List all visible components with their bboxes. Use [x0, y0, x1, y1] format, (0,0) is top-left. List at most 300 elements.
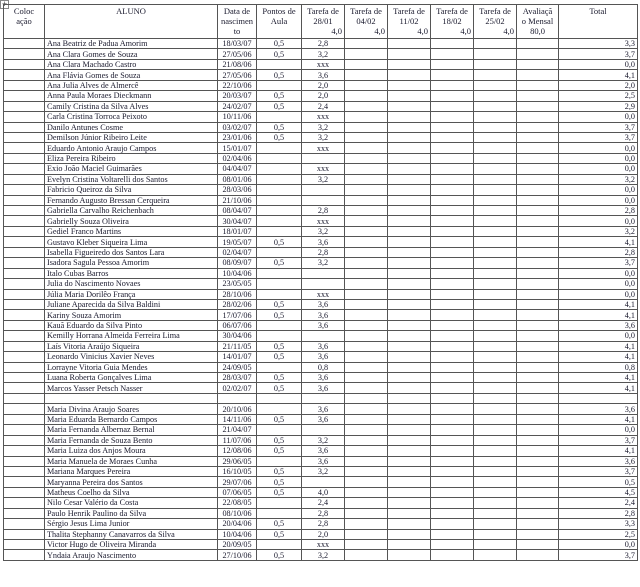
- tarefa-4-cell: [431, 529, 474, 539]
- table-row: [4, 132, 638, 142]
- tarefa-4-cell: [431, 435, 474, 445]
- tarefa-2-cell: [345, 373, 388, 383]
- tarefa-5-cell: [474, 112, 517, 122]
- tarefa-2-cell: [345, 341, 388, 351]
- colocacao-cell: [4, 268, 45, 278]
- total-cell: 2,8: [559, 206, 638, 216]
- tarefa-1-cell: 2,0: [302, 529, 345, 539]
- colocacao-cell: [4, 164, 45, 174]
- tarefa-2-cell: [345, 206, 388, 216]
- pontos-cell: [257, 226, 302, 236]
- tarefa-5-cell: [474, 216, 517, 226]
- tarefa-3-cell: [388, 237, 431, 247]
- birth-date-cell: 08/04/07: [218, 206, 257, 216]
- tarefa-2-cell: [345, 80, 388, 90]
- colocacao-cell: [4, 49, 45, 59]
- student-name-cell: Maryanna Pereira dos Santos: [45, 477, 218, 487]
- tarefa-4-cell: [431, 279, 474, 289]
- header-tarefa-1: Tarefa de 28/01 4,0: [302, 5, 345, 39]
- tarefa-3-cell: [388, 143, 431, 153]
- tarefa-1-cell: [302, 477, 345, 487]
- tarefa-4-cell: [431, 143, 474, 153]
- tarefa-4-cell: [431, 331, 474, 341]
- tarefa-3-cell: [388, 414, 431, 424]
- tarefa-2-cell: [345, 258, 388, 268]
- expand-icon[interactable]: +: [1, 0, 8, 8]
- pontos-cell: 0,5: [257, 49, 302, 59]
- tarefa-4-cell: [431, 247, 474, 257]
- table-row: [4, 80, 638, 90]
- tarefa-1-cell: 3,2: [302, 435, 345, 445]
- colocacao-cell: [4, 341, 45, 351]
- tarefa-2-cell: [345, 237, 388, 247]
- total-cell: 4,1: [559, 414, 638, 424]
- tarefa-2-cell: [345, 320, 388, 330]
- total-cell: 3,3: [559, 39, 638, 49]
- table-row: [4, 122, 638, 132]
- tarefa-1-cell: 3,6: [302, 237, 345, 247]
- tarefa-3-cell: [388, 195, 431, 205]
- total-cell: [559, 393, 638, 403]
- birth-date-cell: 08/09/07: [218, 258, 257, 268]
- colocacao-cell: [4, 206, 45, 216]
- student-name-cell: Julia do Nascimento Novaes: [45, 279, 218, 289]
- student-name-cell: Eduardo Antonio Araujo Campos: [45, 143, 218, 153]
- birth-date-cell: 27/05/06: [218, 70, 257, 80]
- tarefa-4-cell: [431, 101, 474, 111]
- birth-date-cell: 23/05/05: [218, 279, 257, 289]
- table-row: [4, 435, 638, 445]
- pontos-cell: [257, 195, 302, 205]
- student-name-cell: Júlia Maria Dorilêo França: [45, 289, 218, 299]
- tarefa-2-cell: [345, 362, 388, 372]
- pontos-cell: [257, 268, 302, 278]
- tarefa-3-cell: [388, 185, 431, 195]
- tarefa-3-cell: [388, 550, 431, 560]
- tarefa-5-cell: [474, 39, 517, 49]
- tarefa-2-cell: [345, 383, 388, 393]
- tarefa-4-cell: [431, 373, 474, 383]
- avaliacao-cell: [517, 373, 559, 383]
- table-row: [4, 39, 638, 49]
- total-cell: 0,5: [559, 477, 638, 487]
- tarefa-1-cell: 3,2: [302, 550, 345, 560]
- student-name-cell: Ana Flávia Gomes de Souza: [45, 70, 218, 80]
- total-cell: 3,7: [559, 435, 638, 445]
- tarefa-3-cell: [388, 498, 431, 508]
- student-name-cell: Kariny Souza Amorim: [45, 310, 218, 320]
- tarefa-2-cell: [345, 185, 388, 195]
- tarefa-2-cell: [345, 226, 388, 236]
- tarefa-1-cell: xxx: [302, 289, 345, 299]
- tarefa-1-cell: 3,2: [302, 49, 345, 59]
- avaliacao-cell: [517, 164, 559, 174]
- pontos-cell: [257, 393, 302, 403]
- birth-date-cell: 02/02/07: [218, 383, 257, 393]
- pontos-cell: [257, 216, 302, 226]
- avaliacao-cell: [517, 299, 559, 309]
- avaliacao-cell: [517, 550, 559, 560]
- tarefa-4-cell: [431, 383, 474, 393]
- tarefa-3-cell: [388, 487, 431, 497]
- birth-date-cell: 02/04/07: [218, 247, 257, 257]
- tarefa-1-cell: 2,8: [302, 206, 345, 216]
- tarefa-2-cell: [345, 279, 388, 289]
- total-cell: 4,1: [559, 373, 638, 383]
- student-name-cell: Maria Luiza dos Anjos Moura: [45, 446, 218, 456]
- student-name-cell: Lorrayne Vitoria Guia Mendes: [45, 362, 218, 372]
- birth-date-cell: 10/11/06: [218, 112, 257, 122]
- header-colocacao: Coloc ação: [4, 5, 45, 39]
- pontos-cell: [257, 112, 302, 122]
- colocacao-cell: [4, 529, 45, 539]
- table-row: [4, 393, 638, 403]
- tarefa-5-cell: [474, 132, 517, 142]
- table-row: [4, 331, 638, 341]
- table-row: [4, 185, 638, 195]
- total-cell: 0,0: [559, 185, 638, 195]
- pontos-cell: 0,5: [257, 435, 302, 445]
- student-name-cell: Ana Clara Gomes de Souza: [45, 49, 218, 59]
- tarefa-1-cell: 3,6: [302, 320, 345, 330]
- table-row: [4, 498, 638, 508]
- tarefa-2-cell: [345, 268, 388, 278]
- tarefa-2-cell: [345, 153, 388, 163]
- tarefa-3-cell: [388, 80, 431, 90]
- tarefa-3-cell: [388, 373, 431, 383]
- tarefa-5-cell: [474, 247, 517, 257]
- pontos-cell: [257, 279, 302, 289]
- birth-date-cell: 14/11/06: [218, 414, 257, 424]
- tarefa-5-cell: [474, 122, 517, 132]
- avaliacao-cell: [517, 498, 559, 508]
- tarefa-4-cell: [431, 352, 474, 362]
- student-name-cell: Ana Clara Machado Castro: [45, 59, 218, 69]
- total-cell: 3,7: [559, 466, 638, 476]
- table-row: [4, 174, 638, 184]
- student-name-cell: Laís Vitoria Araújo Siqueira: [45, 341, 218, 351]
- tarefa-5-cell: [474, 195, 517, 205]
- tarefa-2-cell: [345, 132, 388, 142]
- tarefa-3-cell: [388, 540, 431, 550]
- table-row: [4, 164, 638, 174]
- student-name-cell: Italo Cubas Barros: [45, 268, 218, 278]
- pontos-cell: 0,5: [257, 519, 302, 529]
- avaliacao-cell: [517, 477, 559, 487]
- total-cell: 3,3: [559, 519, 638, 529]
- tarefa-2-cell: [345, 70, 388, 80]
- tarefa-5-cell: [474, 540, 517, 550]
- tarefa-1-cell: xxx: [302, 112, 345, 122]
- header-avaliacao: Avaliaçã o Mensal 80,0: [517, 5, 559, 39]
- tarefa-4-cell: [431, 80, 474, 90]
- student-name-cell: Carla Cristina Torroca Peixoto: [45, 112, 218, 122]
- tarefa-2-cell: [345, 122, 388, 132]
- colocacao-cell: [4, 59, 45, 69]
- pontos-cell: [257, 331, 302, 341]
- pontos-cell: 0,5: [257, 477, 302, 487]
- tarefa-1-cell: 2,0: [302, 80, 345, 90]
- tarefa-3-cell: [388, 174, 431, 184]
- colocacao-cell: [4, 237, 45, 247]
- header-tarefa-5: Tarefa de 25/02 4,0: [474, 5, 517, 39]
- table-row: [4, 487, 638, 497]
- tarefa-3-cell: [388, 404, 431, 414]
- table-row: [4, 153, 638, 163]
- tarefa-4-cell: [431, 540, 474, 550]
- tarefa-1-cell: [302, 331, 345, 341]
- table-row: [4, 59, 638, 69]
- avaliacao-cell: [517, 341, 559, 351]
- tarefa-5-cell: [474, 101, 517, 111]
- table-row: [4, 101, 638, 111]
- table-row: [4, 414, 638, 424]
- avaliacao-cell: [517, 519, 559, 529]
- tarefa-5-cell: [474, 143, 517, 153]
- student-name-cell: Gabriella Carvalho Reichenbach: [45, 206, 218, 216]
- pontos-cell: 0,5: [257, 466, 302, 476]
- tarefa-5-cell: [474, 185, 517, 195]
- total-cell: 3,2: [559, 226, 638, 236]
- table-row: [4, 550, 638, 560]
- tarefa-1-cell: [302, 153, 345, 163]
- avaliacao-cell: [517, 425, 559, 435]
- tarefa-4-cell: [431, 289, 474, 299]
- student-name-cell: Gustavo Kleber Siqueira Lima: [45, 237, 218, 247]
- avaliacao-cell: [517, 237, 559, 247]
- tarefa-3-cell: [388, 70, 431, 80]
- table-row: [4, 508, 638, 518]
- tarefa-3-cell: [388, 299, 431, 309]
- tarefa-4-cell: [431, 49, 474, 59]
- total-cell: 3,6: [559, 404, 638, 414]
- tarefa-1-cell: xxx: [302, 540, 345, 550]
- colocacao-cell: [4, 39, 45, 49]
- tarefa-1-cell: 3,6: [302, 383, 345, 393]
- tarefa-3-cell: [388, 529, 431, 539]
- student-name-cell: Sérgio Jesus Lima Junior: [45, 519, 218, 529]
- birth-date-cell: 30/04/07: [218, 216, 257, 226]
- total-cell: 4,1: [559, 383, 638, 393]
- colocacao-cell: [4, 132, 45, 142]
- avaliacao-cell: [517, 101, 559, 111]
- tarefa-3-cell: [388, 331, 431, 341]
- tarefa-1-cell: [302, 279, 345, 289]
- total-cell: 0,0: [559, 164, 638, 174]
- pontos-cell: 0,5: [257, 237, 302, 247]
- table-row: [4, 341, 638, 351]
- tarefa-5-cell: [474, 498, 517, 508]
- tarefa-3-cell: [388, 446, 431, 456]
- avaliacao-cell: [517, 174, 559, 184]
- tarefa-5-cell: [474, 341, 517, 351]
- total-cell: 0,0: [559, 153, 638, 163]
- tarefa-5-cell: [474, 373, 517, 383]
- tarefa-5-cell: [474, 414, 517, 424]
- colocacao-cell: [4, 435, 45, 445]
- birth-date-cell: 27/10/06: [218, 550, 257, 560]
- birth-date-cell: 04/04/07: [218, 164, 257, 174]
- colocacao-cell: [4, 258, 45, 268]
- tarefa-5-cell: [474, 164, 517, 174]
- birth-date-cell: 28/03/07: [218, 373, 257, 383]
- avaliacao-cell: [517, 216, 559, 226]
- birth-date-cell: 28/02/06: [218, 299, 257, 309]
- tarefa-2-cell: [345, 39, 388, 49]
- colocacao-cell: [4, 320, 45, 330]
- tarefa-4-cell: [431, 91, 474, 101]
- pontos-cell: 0,5: [257, 341, 302, 351]
- total-cell: 4,1: [559, 352, 638, 362]
- tarefa-3-cell: [388, 352, 431, 362]
- birth-date-cell: 06/07/06: [218, 320, 257, 330]
- tarefa-1-cell: 3,2: [302, 466, 345, 476]
- tarefa-1-cell: 3,6: [302, 373, 345, 383]
- total-cell: 0,0: [559, 59, 638, 69]
- tarefa-3-cell: [388, 132, 431, 142]
- student-name-cell: Danilo Antunes Cosme: [45, 122, 218, 132]
- table-row: [4, 258, 638, 268]
- tarefa-1-cell: 3,6: [302, 299, 345, 309]
- tarefa-2-cell: [345, 404, 388, 414]
- tarefa-4-cell: [431, 299, 474, 309]
- pontos-cell: 0,5: [257, 132, 302, 142]
- tarefa-1-cell: 4,0: [302, 487, 345, 497]
- table-row: [4, 247, 638, 257]
- colocacao-cell: [4, 101, 45, 111]
- pontos-cell: 0,5: [257, 352, 302, 362]
- tarefa-4-cell: [431, 341, 474, 351]
- tarefa-4-cell: [431, 122, 474, 132]
- tarefa-2-cell: [345, 508, 388, 518]
- total-cell: 3,6: [559, 320, 638, 330]
- total-cell: 2,0: [559, 80, 638, 90]
- pontos-cell: [257, 185, 302, 195]
- tarefa-2-cell: [345, 446, 388, 456]
- tarefa-5-cell: [474, 435, 517, 445]
- tarefa-5-cell: [474, 404, 517, 414]
- birth-date-cell: 22/10/06: [218, 80, 257, 90]
- tarefa-4-cell: [431, 393, 474, 403]
- tarefa-4-cell: [431, 320, 474, 330]
- tarefa-2-cell: [345, 299, 388, 309]
- table-row: [4, 112, 638, 122]
- header-pontos: Pontos de Aula: [257, 5, 302, 39]
- tarefa-2-cell: [345, 519, 388, 529]
- tarefa-5-cell: [474, 362, 517, 372]
- tarefa-3-cell: [388, 268, 431, 278]
- tarefa-4-cell: [431, 414, 474, 424]
- tarefa-5-cell: [474, 331, 517, 341]
- pontos-cell: [257, 153, 302, 163]
- pontos-cell: 0,5: [257, 122, 302, 132]
- tarefa-3-cell: [388, 466, 431, 476]
- pontos-cell: 0,5: [257, 383, 302, 393]
- tarefa-5-cell: [474, 529, 517, 539]
- header-tarefa-4: Tarefa de 18/02 4,0: [431, 5, 474, 39]
- student-name-cell: Isadora Sagula Pessoa Amorim: [45, 258, 218, 268]
- tarefa-2-cell: [345, 91, 388, 101]
- tarefa-3-cell: [388, 216, 431, 226]
- header-tarefa-3: Tarefa de 11/02 4,0: [388, 5, 431, 39]
- avaliacao-cell: [517, 310, 559, 320]
- pontos-cell: 0,5: [257, 258, 302, 268]
- tarefa-2-cell: [345, 310, 388, 320]
- birth-date-cell: 17/07/06: [218, 310, 257, 320]
- avaliacao-cell: [517, 39, 559, 49]
- pontos-cell: 0,5: [257, 373, 302, 383]
- avaliacao-cell: [517, 352, 559, 362]
- tarefa-2-cell: [345, 435, 388, 445]
- tarefa-1-cell: xxx: [302, 216, 345, 226]
- tarefa-1-cell: 3,6: [302, 414, 345, 424]
- birth-date-cell: 10/04/06: [218, 529, 257, 539]
- avaliacao-cell: [517, 383, 559, 393]
- student-name-cell: Gediel Franco Martins: [45, 226, 218, 236]
- tarefa-1-cell: 2,4: [302, 498, 345, 508]
- table-row: [4, 425, 638, 435]
- header-nascimento: Data de nascimen to: [218, 5, 257, 39]
- tarefa-1-cell: 2,4: [302, 101, 345, 111]
- tarefa-2-cell: [345, 49, 388, 59]
- total-cell: 0,0: [559, 279, 638, 289]
- tarefa-2-cell: [345, 216, 388, 226]
- tarefa-1-cell: xxx: [302, 59, 345, 69]
- tarefa-5-cell: [474, 174, 517, 184]
- table-row: [4, 310, 638, 320]
- colocacao-cell: [4, 498, 45, 508]
- student-name-cell: Evelyn Cristina Voltarelli dos Santos: [45, 174, 218, 184]
- table-row: [4, 446, 638, 456]
- total-cell: 3,6: [559, 456, 638, 466]
- total-cell: 0,0: [559, 143, 638, 153]
- total-cell: 2,5: [559, 529, 638, 539]
- avaliacao-cell: [517, 508, 559, 518]
- header-aluno: ALUNO: [45, 5, 218, 39]
- total-cell: 4,1: [559, 341, 638, 351]
- tarefa-2-cell: [345, 487, 388, 497]
- pontos-cell: [257, 59, 302, 69]
- tarefa-4-cell: [431, 112, 474, 122]
- total-cell: 0,0: [559, 540, 638, 550]
- tarefa-2-cell: [345, 550, 388, 560]
- tarefa-5-cell: [474, 49, 517, 59]
- colocacao-cell: [4, 216, 45, 226]
- student-name-cell: Ana Beatriz de Padua Amorim: [45, 39, 218, 49]
- total-cell: 0,8: [559, 362, 638, 372]
- tarefa-2-cell: [345, 331, 388, 341]
- avaliacao-cell: [517, 289, 559, 299]
- pontos-cell: [257, 425, 302, 435]
- tarefa-4-cell: [431, 195, 474, 205]
- birth-date-cell: 22/08/05: [218, 498, 257, 508]
- colocacao-cell: [4, 70, 45, 80]
- tarefa-3-cell: [388, 279, 431, 289]
- tarefa-5-cell: [474, 446, 517, 456]
- tarefa-2-cell: [345, 529, 388, 539]
- birth-date-cell: 28/10/06: [218, 289, 257, 299]
- pontos-cell: [257, 206, 302, 216]
- student-name-cell: Maria Divina Araujo Soares: [45, 404, 218, 414]
- grade-table: [3, 4, 638, 561]
- table-row: [4, 477, 638, 487]
- tarefa-4-cell: [431, 425, 474, 435]
- birth-date-cell: 21/04/07: [218, 425, 257, 435]
- colocacao-cell: [4, 247, 45, 257]
- tarefa-4-cell: [431, 216, 474, 226]
- table-row: [4, 268, 638, 278]
- table-row: [4, 362, 638, 372]
